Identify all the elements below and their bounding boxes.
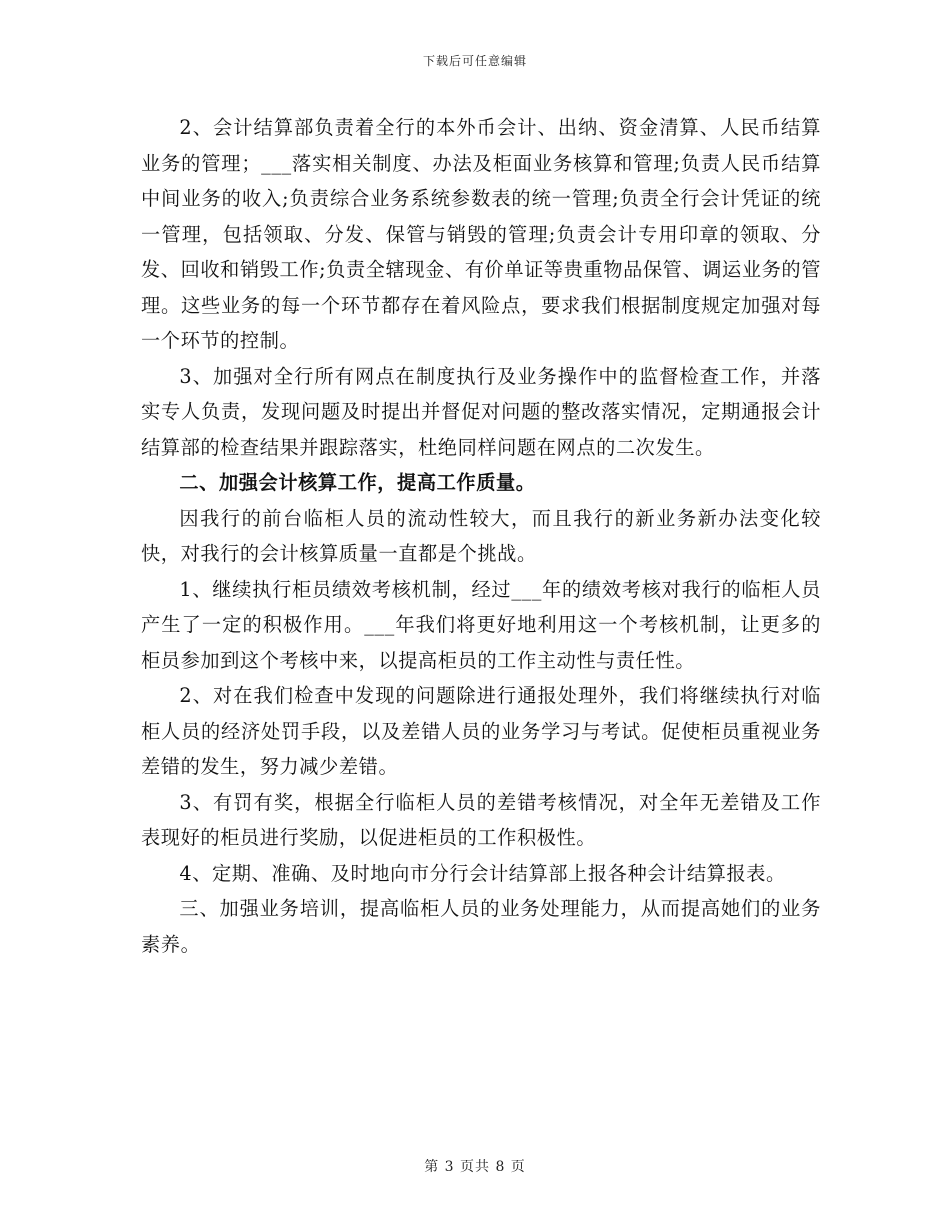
paragraph-penalties: 2、对在我们检查中发现的问题除进行通报处理外，我们将继续执行对临柜人员的经济处罚手段，以及差错人员的业务学习与考试。促使柜员重视业务差错的发生，努力减少差错。	[141, 684, 821, 778]
paragraph-accounting-duties: 2、会计结算部负责着全行的本外币会计、出纳、资金清算、人民币结算业务的管理；___落实相关制度、办法及柜面业务核算和管理;负责人民币结算中间业务的收入;负责综合业务系统参数表的统一管理;负责全行会计凭证的统一管理，包括领取、分发、保管与销毁的管理;负责会计专用印章的领取、分发、回收和销毁工作;负责全辖现金、有价单证等贵重物品保管、调运业务的管理。这些业务的每一个环节都存在着风险点，要求我们根据制度规定加强对每一个环节的控制。	[141, 116, 821, 352]
paragraph-supervision: 3、加强对全行所有网点在制度执行及业务操作中的监督检查工作，并落实专人负责，发现问题及时提出并督促对问题的整改落实情况，定期通报会计结算部的检查结果并跟踪落实，杜绝同样问题在网点的二次发生。	[141, 364, 821, 459]
page-header: 下载后可任意编辑	[422, 54, 527, 68]
paragraph-performance-review: 1、继续执行柜员绩效考核机制，经过___年的绩效考核对我行的临柜人员产生了一定的积极作用。___年我们将更好地利用这一个考核机制，让更多的柜员参加到这个考核中来，以提高柜员的工作主动性与责任性。	[141, 577, 821, 672]
paragraph-training: 三、加强业务培训，提高临柜人员的业务处理能力，从而提高她们的业务素养。	[141, 897, 821, 956]
paragraph-rewards: 3、有罚有奖，根据全行临柜人员的差错考核情况，对全年无差错及工作表现好的柜员进行奖励，以促进柜员的工作积极性。	[141, 790, 821, 849]
page-number: 第 3 页共 8 页	[424, 1159, 526, 1175]
paragraph-challenge: 因我行的前台临柜人员的流动性较大，而且我行的新业务新办法变化较快，对我行的会计核算质量一直都是个挑战。	[141, 506, 821, 565]
section-heading-accounting-quality: 二、加强会计核算工作，提高工作质量。	[179, 471, 536, 494]
document-body	[141, 110, 821, 962]
paragraph-reporting: 4、定期、准确、及时地向市分行会计结算部上报各种会计结算报表。	[179, 861, 786, 885]
